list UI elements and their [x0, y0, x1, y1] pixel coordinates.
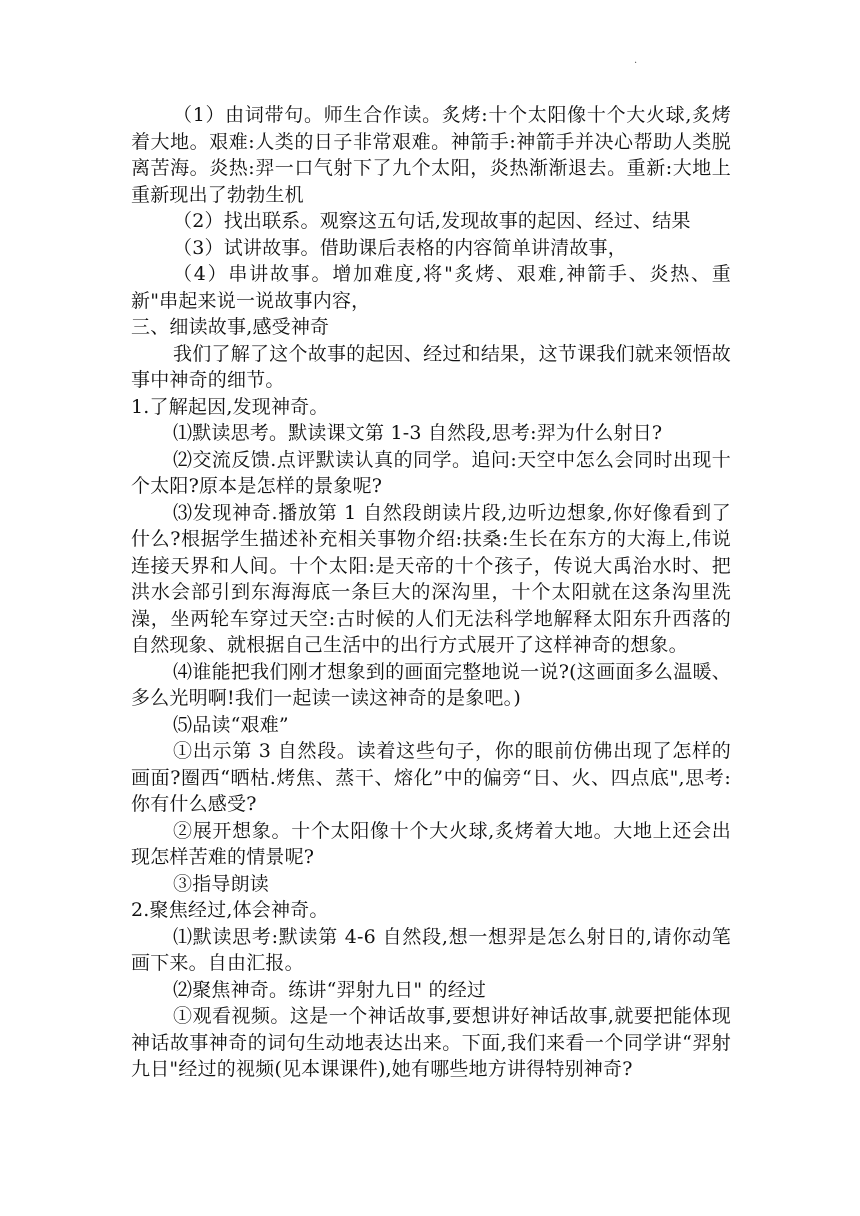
paragraph: ⑴默读思考。默读课文第 1-3 自然段,思考:羿为什么射日? [173, 422, 663, 444]
paragraph: （1）由词带句。师生合作读。炙烤:十个太阳像十个大火球,炙烤着大地。艰难:人类的日子非常艰难。神箭手:神箭手并决心帮助人类脱离苦海。炎热:羿一口气射下了九个太阳，炎热渐渐退去。重新:大地上重新现出了勃勃生机 [131, 104, 731, 206]
section-heading: 三、细读故事,感受神奇 [131, 316, 330, 338]
paragraph: ①观看视频。这是一个神话故事,要想讲好神话故事,就要把能体现神话故事神奇的词句生动地表达出来。下面,我们来看一个同学讲“羿射九日"经过的视频(见本课课件),她有哪些地方讲得特别神奇? [131, 1005, 731, 1080]
paragraph: ⑷谁能把我们刚才想象到的画面完整地说一说?(这画面多么温暖、多么光明啊!我们一起读一读这神奇的是象吧。) [131, 660, 731, 709]
paragraph: ②展开想象。十个太阳像十个大火球,炙烤着大地。大地上还会出现怎样苦难的情景呢? [131, 819, 731, 868]
paragraph: （3）试讲故事。借助课后表格的内容简单讲清故事， [173, 236, 627, 259]
paragraph: ⑴默读思考:默读第 4-6 自然段,想一想羿是怎么射日的,请你动笔画下来。自由汇报。 [131, 925, 731, 974]
paragraph: ⑸品读“艰难” [173, 713, 289, 736]
paragraph: ①出示第 3 自然段。读着这些句子，你的眼前仿佛出现了怎样的画面?圈西“晒枯.烤焦、蒸干、熔化”中的偏旁“日、火、四点底",思考:你有什么感受? [131, 740, 731, 815]
document-body [131, 102, 731, 1083]
paragraph: （2）找出联系。观察这五句话,发现故事的起因、经过、结果 [173, 210, 691, 232]
paragraph: ③指导朗读 [173, 872, 270, 895]
paragraph: 我们了解了这个故事的起因、经过和结果，这节课我们就来领悟故事中神奇的细节。 [131, 342, 731, 391]
paragraph: （4）串讲故事。增加难度,将"炙烤、艰难,神箭手、炎热、重新"串起来说一说故事内容， [131, 263, 731, 312]
subsection-heading: 1.了解起因,发现神奇。 [131, 395, 329, 418]
subsection-heading: 2.聚焦经过,体会神奇。 [131, 899, 329, 921]
paragraph: ⑶发现神奇.播放第 1 自然段朗读片段,边听边想象,你好像看到了什么?根据学生描述补充相关事物介绍:扶桑:生长在东方的大海上,伟说连接天界和人间。十个太阳:是天帝的十个孩子，传说大禹治水时、把洪水会部引到东海海底一条巨大的深沟里，十个太阳就在这条沟里洗澡，坐两轮车穿过天空:古时候的人们无法科学地解释太阳东升西落的自然现象、就根据自己生活中的出行方式展开了这样神奇的想象。 [131, 501, 731, 656]
paragraph: ⑵交流反馈.点评默读认真的同学。追问:天空中怎么会同时出现十个太阳?原本是怎样的景象呢? [131, 448, 731, 497]
paragraph: ⑵聚焦神奇。练讲“羿射九日" 的经过 [173, 978, 487, 1001]
corner-mark: . [634, 55, 638, 66]
